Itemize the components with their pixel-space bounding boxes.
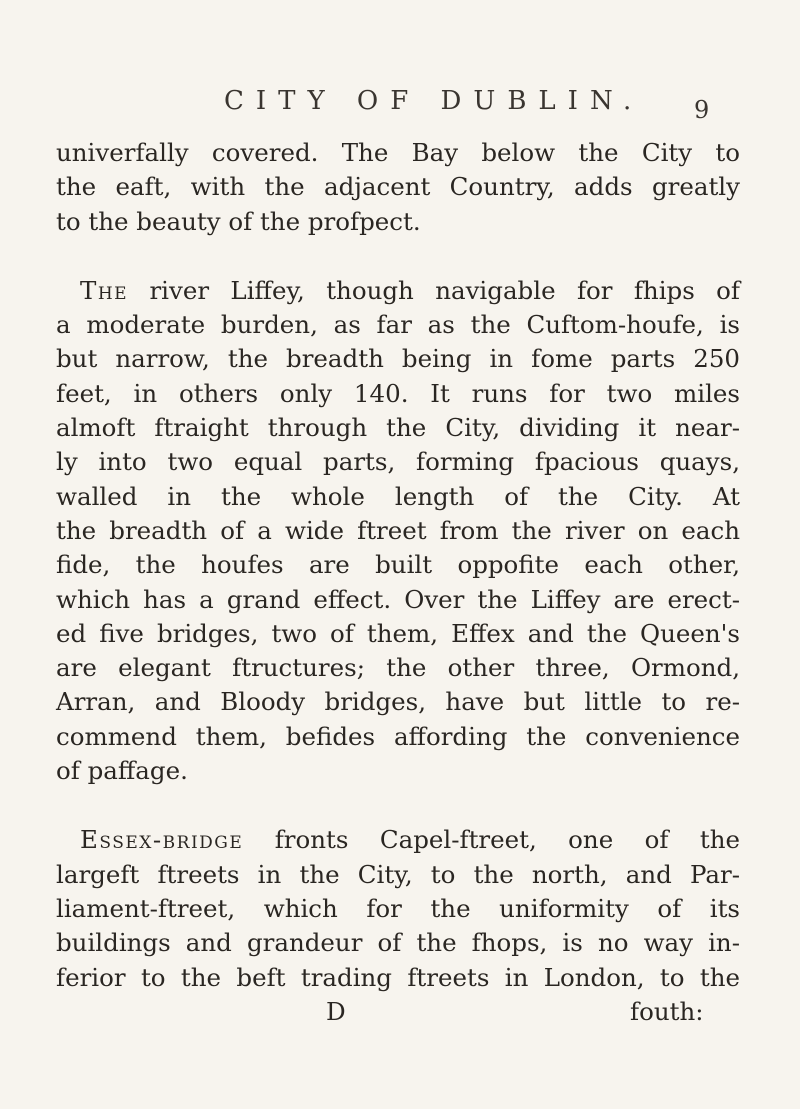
paragraph [56,823,740,994]
signature-mark: D [326,996,346,1026]
text-line [56,274,740,308]
text-line: fide, the houfes are built oppofite each other, [56,550,740,580]
body-text [56,136,740,1029]
text-line: which has a grand effect. Over the Liffey are erect- [56,584,740,614]
text-line: walled in the whole length of the City. At [56,481,740,511]
text-line: are elegant ftructures; the other three, Ormond, [56,653,740,683]
text-line: of paffage. [56,756,188,786]
text-line: univerfally covered. The Bay below the City to [56,138,740,167]
text-run: fronts Capel-ftreet, one of the [243,825,740,855]
text-line: ferior to the beft trading ftreets in London, to the [56,962,740,992]
text-run: river Liffey, though navigable for fhips of [128,275,740,305]
text-line: commend them, befides affording the convenience [56,721,740,751]
paragraph-lead: The [80,275,129,305]
text-line: ed five bridges, two of them, Effex and the Queen's [56,618,740,648]
text-line: feet, in others only 140. It runs for two miles [56,378,740,408]
text-line: the breadth of a wide ftreet from the river on each [56,515,740,545]
text-line: almoft ftraight through the City, dividing it near- [56,413,740,443]
text-line: liament-ftreet, which for the uniformity of its [56,893,740,923]
text-line: Arran, and Bloody bridges, have but little to re- [56,687,740,717]
running-head: CITY OF DUBLIN. [224,86,644,116]
page-number: 9 [694,96,710,124]
text-line: but narrow, the breadth being in fome parts 250 [56,344,740,374]
text-line: largeft ftreets in the City, to the north, and Par- [56,859,740,889]
page-footer [56,995,740,1029]
catchword: fouth: [630,996,704,1026]
paragraph [56,274,740,788]
text-line: ly into two equal parts, forming fpacious quays, [56,447,740,477]
text-line: the eaft, with the adjacent Country, adds greatly [56,172,740,202]
paragraph [56,136,740,239]
text-line [56,823,740,857]
text-line: buildings and grandeur of the fhops, is no way in- [56,928,740,958]
paragraph-lead: Essex-bridge [80,825,244,855]
text-line: to the beauty of the profpect. [56,206,421,236]
text-line: a moderate burden, as far as the Cuftom-houfe, is [56,310,740,340]
